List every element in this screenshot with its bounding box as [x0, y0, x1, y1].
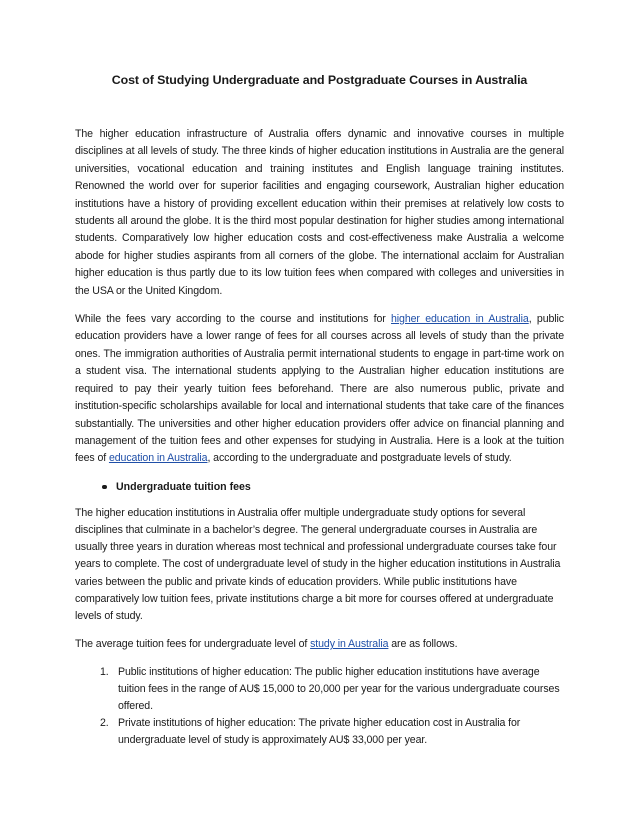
higher-education-in-australia-link[interactable]: higher education in Australia [391, 313, 529, 326]
intro-paragraph: The higher education infrastructure of Australia offers dynamic and innovative courses in multiple disciplines at all levels of study. The three kinds of higher education institutions in Australia are the general universities, vocational education and training institutes and English language training institutes. Renowned the world over for superior facilities and engaging coursework, Australian higher education institutions have a history of providing excellent education within their premises at relatively low costs to students all around the globe. It is the third most popular destination for higher studies among international students. Comparatively low higher education costs and cost-effectiveness make Australia a welcome abode for higher studies aspirants from all corners of the globe. The international acclaim for Australian higher education is thus partly due to its low tuition fees when compared with colleges and universities in the USA or the United Kingdom. [75, 128, 564, 297]
undergraduate-heading: Undergraduate tuition fees [116, 480, 251, 493]
list-number: 2. [100, 717, 109, 730]
list-item [100, 715, 564, 749]
bullet-icon [102, 485, 107, 490]
list-item [100, 664, 564, 715]
education-in-australia-link[interactable]: education in Australia [108, 452, 208, 465]
page-title: Cost of Studying Undergraduate and Postgraduate Courses in Australia [111, 73, 528, 87]
section-bullet-list [75, 479, 564, 496]
fees-paragraph-text-1: While the fees vary according to the course and institutions for [75, 313, 392, 326]
fees-paragraph [75, 311, 564, 468]
list-item-text: Public institutions of higher education: The public higher education institutions have average tuition fees in the range of AU$ 15,000 to 20,000 per year for the various undergraduate courses offered. [118, 666, 560, 713]
fees-numbered-list [75, 664, 564, 749]
undergraduate-paragraph: The higher education institutions in Australia offer multiple undergraduate study options for several disciplines that culminate in a bachelor’s degree. The general undergraduate courses in Australia are usually three years in duration whereas most technical and professional undergraduate courses take four years to complete. The cost of undergraduate level of study in the higher education institutions in Australia varies between the public and private kinds of education providers. While public institutions have comparatively low tuition fees, private institutions charge a bit more for courses offered at undergraduate levels of study. [75, 506, 561, 622]
average-fees-text-2: are as follows. [388, 638, 458, 651]
fees-paragraph-text-3: , according to the undergraduate and postgraduate levels of study. [207, 452, 512, 465]
fees-paragraph-text-2: , public education providers have a lower range of fees for all courses across all levels of study than the private ones. The immigration authorities of Australia permit international students to engage in part-time work on a student visa. The international students applying to the Australian higher education institutions are required to pay their yearly tuition fees beforehand. There are also numerous public, private and institution-specific scholarships available for local and international students that take care of the finances substantially. The universities and other higher education providers offer advice on financial planning and management of the tuition fees and other expenses for studying in Australia. Here is a look at the tuition fees of [75, 313, 564, 465]
list-item [102, 479, 564, 496]
average-fees-text-1: The average tuition fees for undergraduate level of [75, 638, 311, 651]
list-number: 1. [100, 666, 109, 679]
study-in-australia-link[interactable]: study in Australia [310, 638, 389, 651]
average-fees-paragraph [75, 636, 564, 653]
list-item-text: Private institutions of higher education: The private higher education cost in Australia for undergraduate level of study is approximately AU$ 33,000 per year. [118, 717, 521, 747]
